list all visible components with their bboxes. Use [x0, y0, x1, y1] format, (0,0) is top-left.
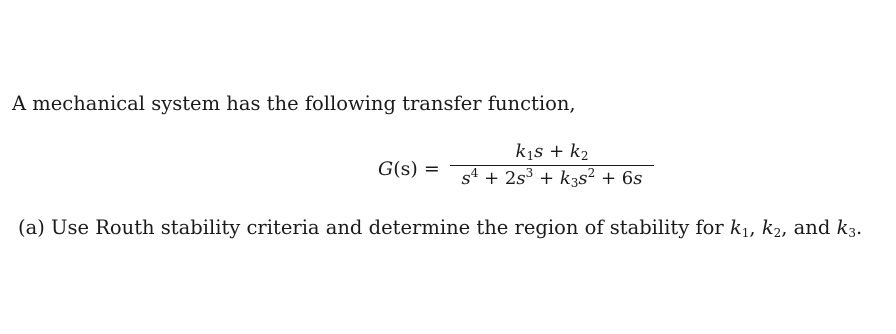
s2-exponent: 2	[587, 166, 596, 181]
k1-symbol: k	[515, 141, 527, 162]
transfer-function-equation	[378, 140, 678, 200]
fraction-bar	[450, 165, 654, 166]
s3-symbol: s	[516, 168, 526, 190]
plus-sign: +	[538, 168, 555, 190]
comma: ,	[749, 216, 756, 239]
denominator	[450, 168, 654, 192]
k3-subscript: 3	[570, 176, 579, 191]
s-symbol: s	[633, 168, 643, 190]
s4-exponent: 4	[470, 166, 479, 181]
question-label: (a)	[18, 216, 45, 239]
s-symbol: s	[534, 141, 544, 162]
equals-sign: =	[423, 158, 440, 180]
fraction	[450, 140, 654, 192]
equation-lhs	[378, 158, 440, 180]
k2-symbol: k	[761, 216, 774, 239]
question-text: Use Routh stability criteria and determine the region of stability for	[51, 216, 724, 239]
function-symbol: G	[378, 158, 394, 180]
s4-symbol: s	[461, 168, 471, 190]
question-a	[18, 216, 862, 239]
k1-subscript: 1	[741, 226, 750, 240]
function-argument: (s)	[393, 158, 418, 180]
k3-subscript: 3	[848, 226, 857, 240]
k2-subscript: 2	[580, 149, 589, 163]
plus-sign: +	[549, 141, 565, 162]
k3-symbol: k	[559, 168, 571, 190]
s3-exponent: 3	[525, 166, 534, 181]
and-conjunction: , and	[781, 216, 831, 239]
plus-2-term: + 2	[484, 168, 517, 190]
intro-sentence: A mechanical system has the following transfer function,	[12, 92, 576, 115]
numerator	[450, 140, 654, 164]
period: .	[856, 216, 863, 239]
k1-symbol: k	[729, 216, 742, 239]
k2-symbol: k	[569, 141, 581, 162]
k1-subscript: 1	[526, 149, 535, 163]
k2-subscript: 2	[773, 226, 782, 240]
s2-symbol: s	[578, 168, 588, 190]
k3-symbol: k	[836, 216, 849, 239]
plus-6-term: + 6	[601, 168, 634, 190]
